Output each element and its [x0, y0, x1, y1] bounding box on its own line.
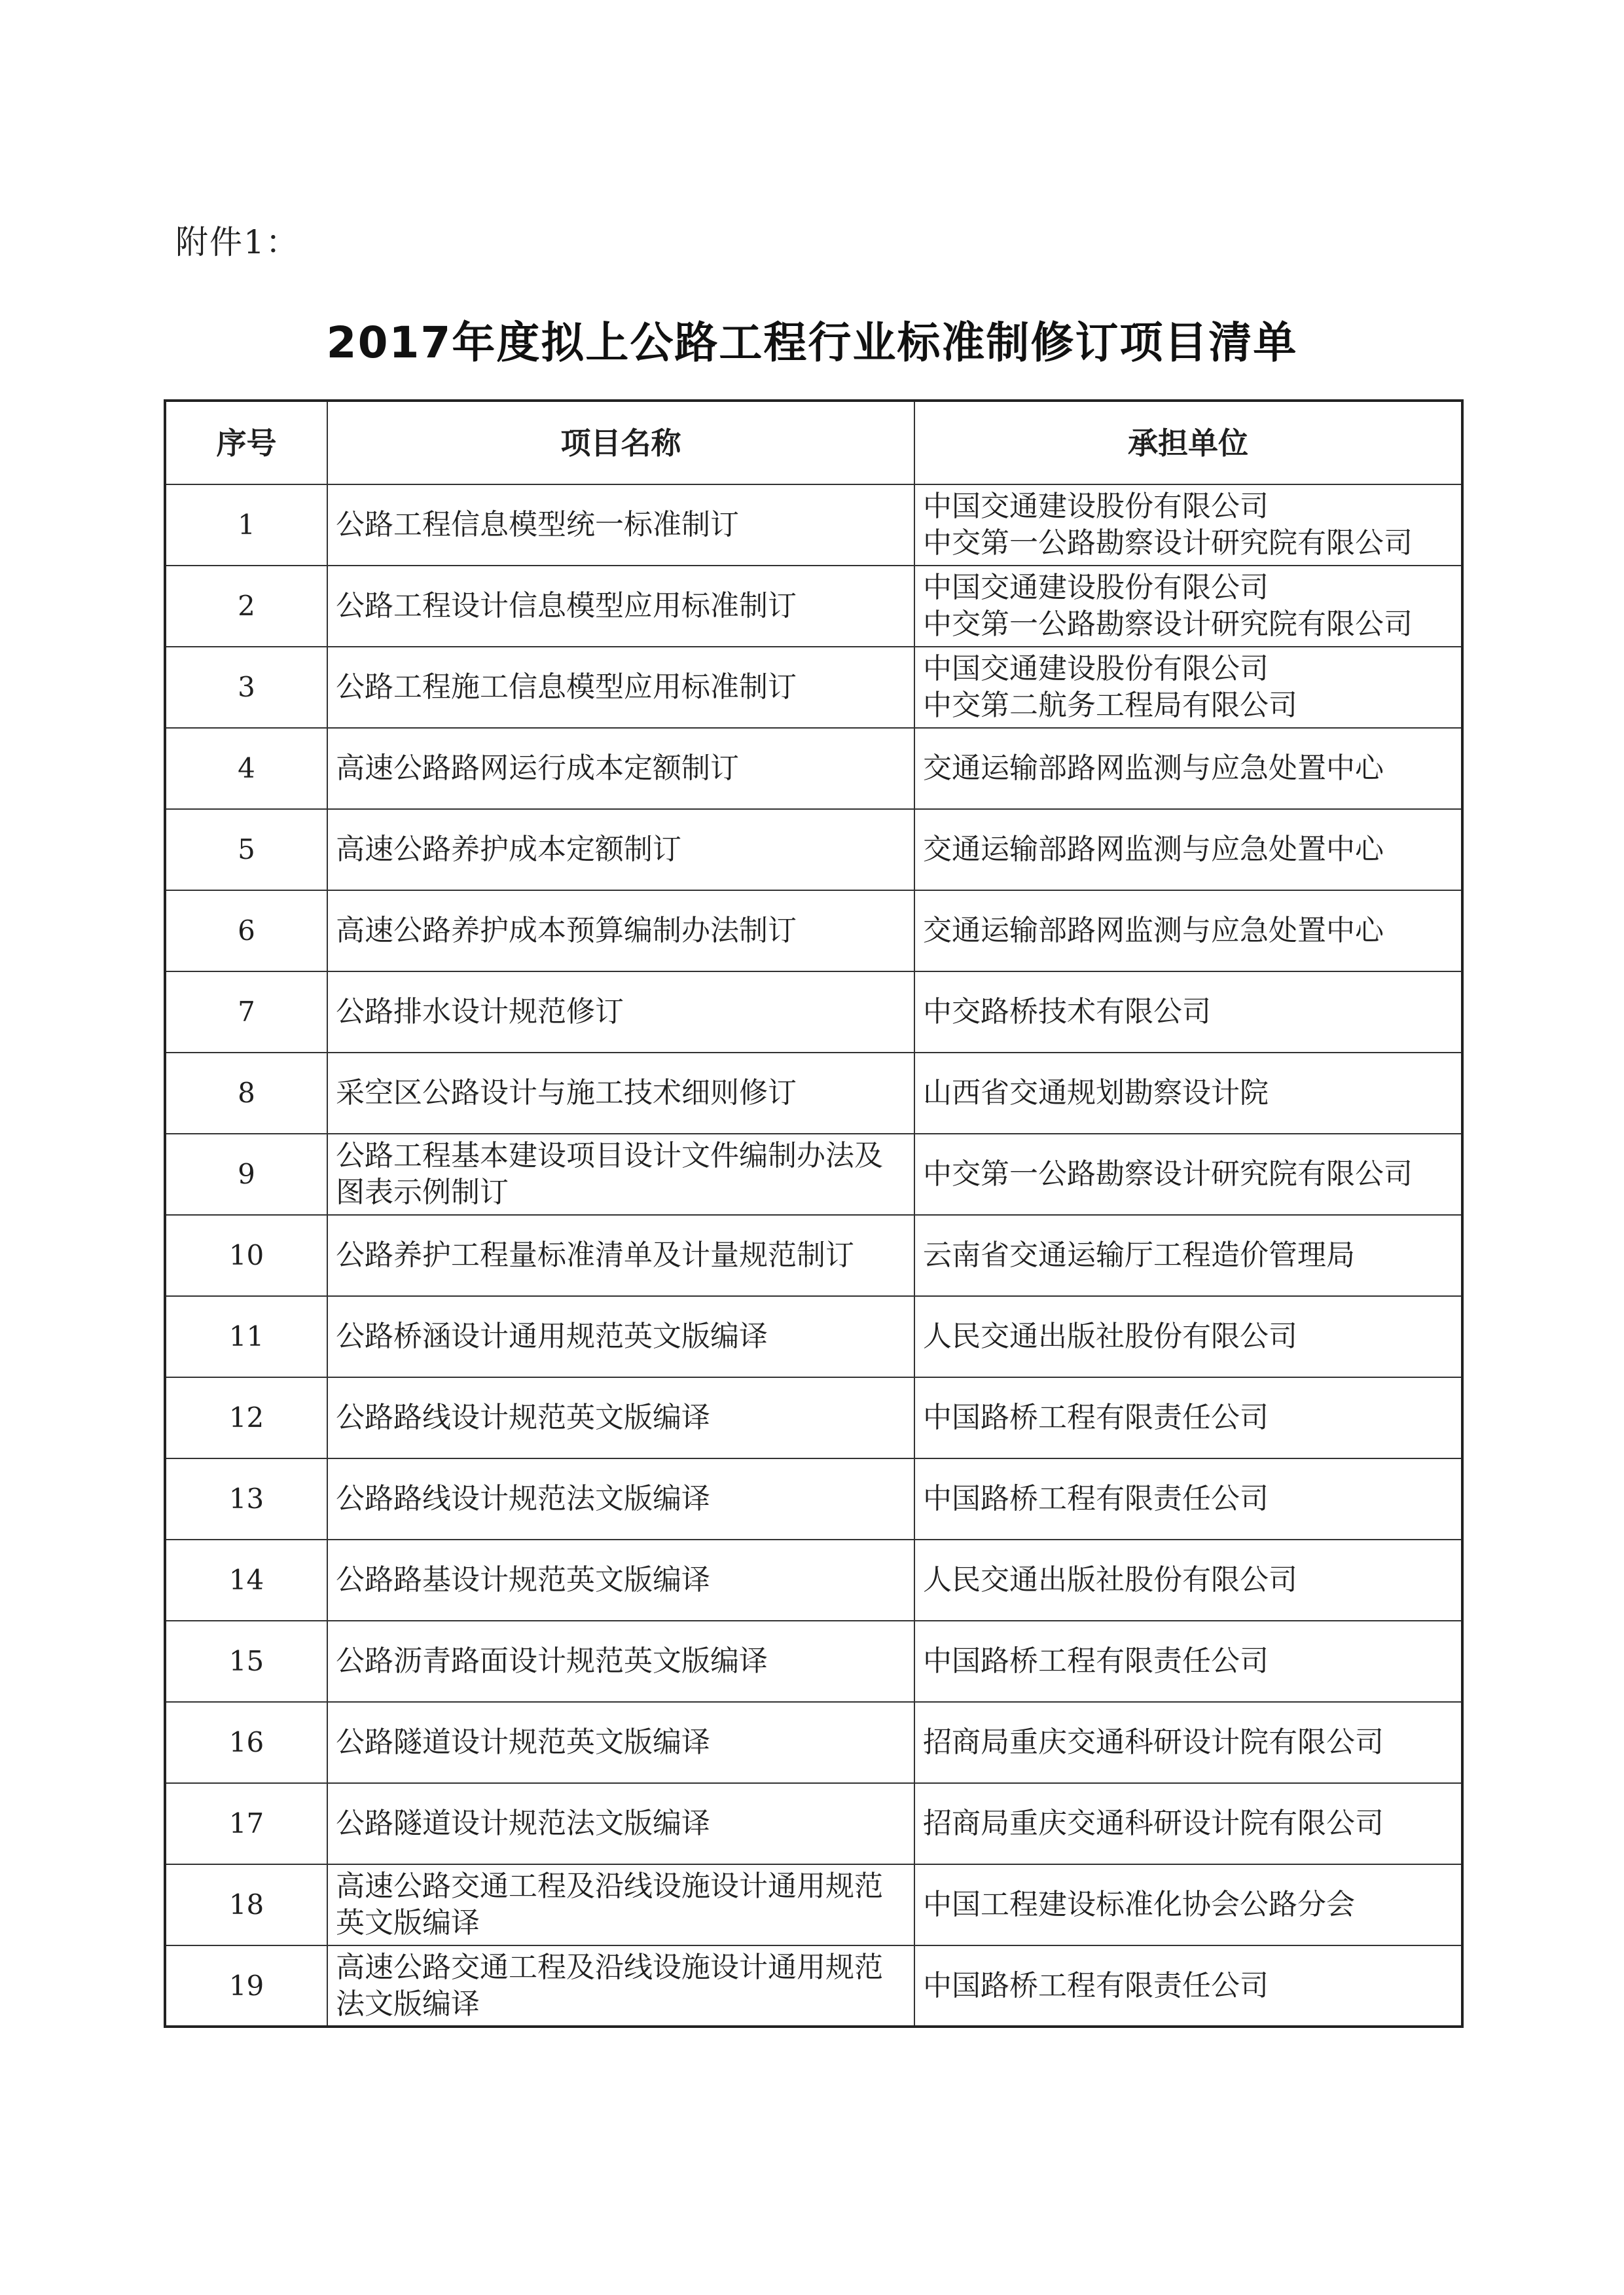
row-responsible-unit: [914, 1945, 1462, 2027]
table-row: [165, 566, 1462, 647]
responsible-unit-line: 中国交通建设股份有限公司: [923, 571, 1269, 604]
project-name-line: 公路隧道设计规范英文版编译: [336, 1726, 710, 1759]
table-row: [165, 1945, 1462, 2027]
row-seq-number: 2: [165, 566, 327, 647]
responsible-unit-line: 中国交通建设股份有限公司: [923, 652, 1269, 685]
row-responsible-unit: [914, 1215, 1462, 1296]
row-responsible-unit: [914, 1621, 1462, 1702]
row-responsible-unit: [914, 809, 1462, 890]
table-row: [165, 484, 1462, 566]
project-name-line: 公路沥青路面设计规范英文版编译: [336, 1644, 768, 1678]
row-responsible-unit: [914, 484, 1462, 566]
project-name-line: 公路排水设计规范修订: [336, 995, 624, 1028]
responsible-unit-line: 招商局重庆交通科研设计院有限公司: [923, 1726, 1384, 1759]
row-project-name: [327, 1215, 914, 1296]
row-responsible-unit: [914, 1134, 1462, 1215]
responsible-unit-line: 中交第二航务工程局有限公司: [923, 689, 1297, 722]
project-name-line: 公路桥涵设计通用规范英文版编译: [336, 1320, 768, 1353]
row-project-name: [327, 1377, 914, 1458]
responsible-unit-line: 交通运输部路网监测与应急处置中心: [923, 751, 1384, 785]
table-row: [165, 1215, 1462, 1296]
attachment-label: 附件1：: [175, 223, 300, 261]
header-responsible-unit: 承担单位: [914, 401, 1462, 484]
table-row: [165, 1540, 1462, 1621]
responsible-unit-line: 中交路桥技术有限公司: [923, 995, 1211, 1028]
responsible-unit-line: 中国交通建设股份有限公司: [923, 490, 1269, 523]
row-seq-number: 6: [165, 890, 327, 971]
row-project-name: [327, 1053, 914, 1134]
row-seq-number: 7: [165, 971, 327, 1053]
row-project-name: [327, 484, 914, 566]
table-header-row: [165, 401, 1462, 484]
table-row: [165, 1458, 1462, 1540]
row-responsible-unit: [914, 1864, 1462, 1945]
row-project-name: [327, 809, 914, 890]
project-name-line: 高速公路养护成本定额制订: [336, 833, 681, 866]
table-row: [165, 1864, 1462, 1945]
row-seq-number: 11: [165, 1296, 327, 1377]
standards-table: [164, 399, 1464, 2028]
row-responsible-unit: [914, 1377, 1462, 1458]
row-project-name: [327, 1702, 914, 1783]
table-row: [165, 890, 1462, 971]
project-name-line: 公路工程信息模型统一标准制订: [336, 508, 739, 541]
project-name-line: 公路工程设计信息模型应用标准制订: [336, 589, 797, 623]
project-name-line: 图表示例制订: [336, 1176, 509, 1209]
row-project-name: [327, 647, 914, 728]
row-responsible-unit: [914, 1702, 1462, 1783]
row-responsible-unit: [914, 1458, 1462, 1540]
row-project-name: [327, 1621, 914, 1702]
row-seq-number: 13: [165, 1458, 327, 1540]
table-row: [165, 647, 1462, 728]
project-name-line: 高速公路交通工程及沿线设施设计通用规范: [336, 1950, 883, 1984]
table-row: [165, 971, 1462, 1053]
header-project-name: 项目名称: [327, 401, 914, 484]
project-name-line: 法文版编译: [336, 1987, 480, 2021]
project-name-line: 公路路线设计规范英文版编译: [336, 1401, 710, 1434]
responsible-unit-line: 中国路桥工程有限责任公司: [923, 1644, 1269, 1678]
document-title: 2017年度拟上公路工程行业标准制修订项目清单: [326, 317, 1298, 368]
project-name-line: 公路工程基本建设项目设计文件编制办法及: [336, 1139, 883, 1172]
responsible-unit-line: 中国路桥工程有限责任公司: [923, 1968, 1269, 2002]
row-project-name: [327, 971, 914, 1053]
row-seq-number: 3: [165, 647, 327, 728]
responsible-unit-line: 山西省交通规划勘察设计院: [923, 1076, 1269, 1110]
table-row: [165, 809, 1462, 890]
row-project-name: [327, 1296, 914, 1377]
row-responsible-unit: [914, 1540, 1462, 1621]
table-row: [165, 1377, 1462, 1458]
row-responsible-unit: [914, 890, 1462, 971]
row-seq-number: 16: [165, 1702, 327, 1783]
row-seq-number: 12: [165, 1377, 327, 1458]
row-project-name: [327, 728, 914, 809]
project-name-line: 英文版编译: [336, 1906, 480, 1940]
project-name-line: 公路养护工程量标准清单及计量规范制订: [336, 1238, 854, 1272]
header-seq: 序号: [165, 401, 327, 484]
responsible-unit-line: 中交第一公路勘察设计研究院有限公司: [923, 526, 1413, 560]
project-name-line: 公路隧道设计规范法文版编译: [336, 1807, 710, 1840]
standards-table-container: [164, 399, 1461, 2028]
table-row: [165, 1053, 1462, 1134]
row-seq-number: 15: [165, 1621, 327, 1702]
row-project-name: [327, 1458, 914, 1540]
project-name-line: 公路路基设计规范英文版编译: [336, 1563, 710, 1597]
responsible-unit-line: 中国路桥工程有限责任公司: [923, 1401, 1269, 1434]
project-name-line: 公路工程施工信息模型应用标准制订: [336, 670, 797, 704]
responsible-unit-line: 中国路桥工程有限责任公司: [923, 1482, 1269, 1515]
row-responsible-unit: [914, 971, 1462, 1053]
row-project-name: [327, 1945, 914, 2027]
row-seq-number: 19: [165, 1945, 327, 2027]
project-name-line: 公路路线设计规范法文版编译: [336, 1482, 710, 1515]
row-seq-number: 10: [165, 1215, 327, 1296]
responsible-unit-line: 交通运输部路网监测与应急处置中心: [923, 914, 1384, 947]
row-project-name: [327, 1540, 914, 1621]
row-seq-number: 14: [165, 1540, 327, 1621]
row-project-name: [327, 1134, 914, 1215]
row-seq-number: 5: [165, 809, 327, 890]
responsible-unit-line: 招商局重庆交通科研设计院有限公司: [923, 1807, 1384, 1840]
row-seq-number: 4: [165, 728, 327, 809]
row-project-name: [327, 890, 914, 971]
row-seq-number: 17: [165, 1783, 327, 1864]
project-name-line: 高速公路交通工程及沿线设施设计通用规范: [336, 1870, 883, 1903]
table-row: [165, 728, 1462, 809]
row-project-name: [327, 1864, 914, 1945]
row-responsible-unit: [914, 1053, 1462, 1134]
row-seq-number: 18: [165, 1864, 327, 1945]
responsible-unit-line: 人民交通出版社股份有限公司: [923, 1320, 1297, 1353]
table-row: [165, 1621, 1462, 1702]
table-row: [165, 1702, 1462, 1783]
row-responsible-unit: [914, 1783, 1462, 1864]
row-seq-number: 9: [165, 1134, 327, 1215]
row-seq-number: 1: [165, 484, 327, 566]
project-name-line: 采空区公路设计与施工技术细则修订: [336, 1076, 797, 1110]
project-name-line: 高速公路路网运行成本定额制订: [336, 751, 739, 785]
table-row: [165, 1783, 1462, 1864]
table-body: [165, 484, 1462, 2027]
responsible-unit-line: 中国工程建设标准化协会公路分会: [923, 1888, 1355, 1921]
responsible-unit-line: 交通运输部路网监测与应急处置中心: [923, 833, 1384, 866]
row-seq-number: 8: [165, 1053, 327, 1134]
responsible-unit-line: 中交第一公路勘察设计研究院有限公司: [923, 1157, 1413, 1191]
table-row: [165, 1134, 1462, 1215]
row-responsible-unit: [914, 1296, 1462, 1377]
row-responsible-unit: [914, 566, 1462, 647]
responsible-unit-line: 云南省交通运输厅工程造价管理局: [923, 1238, 1355, 1272]
row-project-name: [327, 1783, 914, 1864]
row-project-name: [327, 566, 914, 647]
project-name-line: 高速公路养护成本预算编制办法制订: [336, 914, 797, 947]
responsible-unit-line: 人民交通出版社股份有限公司: [923, 1563, 1297, 1597]
row-responsible-unit: [914, 647, 1462, 728]
row-responsible-unit: [914, 728, 1462, 809]
table-row: [165, 1296, 1462, 1377]
responsible-unit-line: 中交第一公路勘察设计研究院有限公司: [923, 607, 1413, 641]
